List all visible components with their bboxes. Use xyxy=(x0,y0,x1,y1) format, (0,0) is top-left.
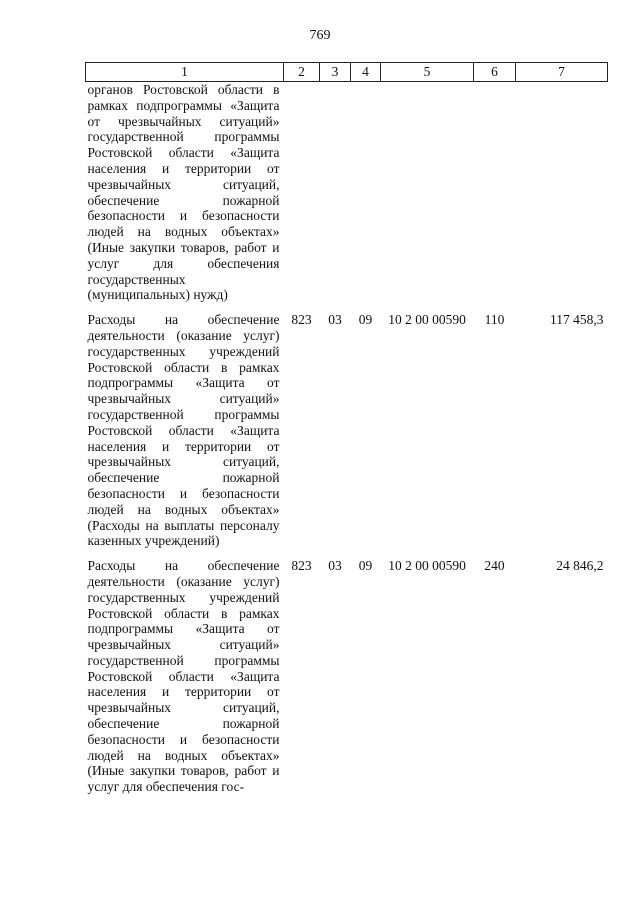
target-article-code: 10 2 00 00590 xyxy=(388,558,466,574)
column-header: 2 xyxy=(284,63,320,82)
column-header: 3 xyxy=(320,63,351,82)
table-row xyxy=(86,312,608,558)
row-description: органов Ростовской области в рамках подпрограммы «Защита от чрезвычайных ситуаций» государственной программы Ростовской области «Защита населения и территории от чрезвычайных ситуаций, обеспечение пожарной безопасности и безопасности людей на водных объектах» (Иные закупки товаров, работ и услуг для обеспечения государственных (муниципальных) нужд) xyxy=(87,82,280,303)
column-header: 5 xyxy=(381,63,474,82)
expense-type-code xyxy=(474,82,516,313)
expense-type-code: 240 xyxy=(484,558,505,574)
subsection-code: 09 xyxy=(358,312,373,328)
table-row xyxy=(86,82,608,313)
row-description: Расходы на обеспечение деятельности (оказание услуг) государственных учреждений Ростовской области в рамках подпрограммы «Защита от чрезвычайных ситуаций» государственной программы Ростовской области «Защита населения и территории от чрезвычайных ситуаций, обеспечение пожарной безопасности и безопасности людей на водных объектах» (Расходы на выплаты персоналу казенных учреждений) xyxy=(87,312,280,549)
column-header: 6 xyxy=(474,63,516,82)
expense-type-code: 110 xyxy=(484,312,505,328)
section-code: 03 xyxy=(328,312,342,328)
budget-table xyxy=(85,62,608,795)
column-header: 4 xyxy=(351,63,381,82)
column-header: 7 xyxy=(516,63,608,82)
section-code: 03 xyxy=(328,558,342,574)
target-article-code xyxy=(381,82,474,313)
subsection-code: 09 xyxy=(358,558,373,574)
amount: 24 846,2 xyxy=(556,558,604,574)
amount xyxy=(516,82,608,313)
ministry-code: 823 xyxy=(291,312,312,328)
subsection-code xyxy=(351,82,381,313)
section-code xyxy=(320,82,351,313)
ministry-code xyxy=(284,82,320,313)
target-article-code: 10 2 00 00590 xyxy=(388,312,466,328)
row-description: Расходы на обеспечение деятельности (оказание услуг) государственных учреждений Ростовской области в рамках подпрограммы «Защита от чрезвычайных ситуаций» государственной программы Ростовской области «Защита населения и территории от чрезвычайных ситуаций, обеспечение пожарной безопасности и безопасности людей на водных объектах» (Иные закупки товаров, работ и услуг для обеспечения гос- xyxy=(87,558,280,795)
amount: 117 458,3 xyxy=(550,312,604,328)
page-number: 769 xyxy=(309,28,331,43)
table-row xyxy=(86,558,608,795)
table-header-row xyxy=(86,63,608,82)
ministry-code: 823 xyxy=(291,558,312,574)
column-header: 1 xyxy=(86,63,284,82)
